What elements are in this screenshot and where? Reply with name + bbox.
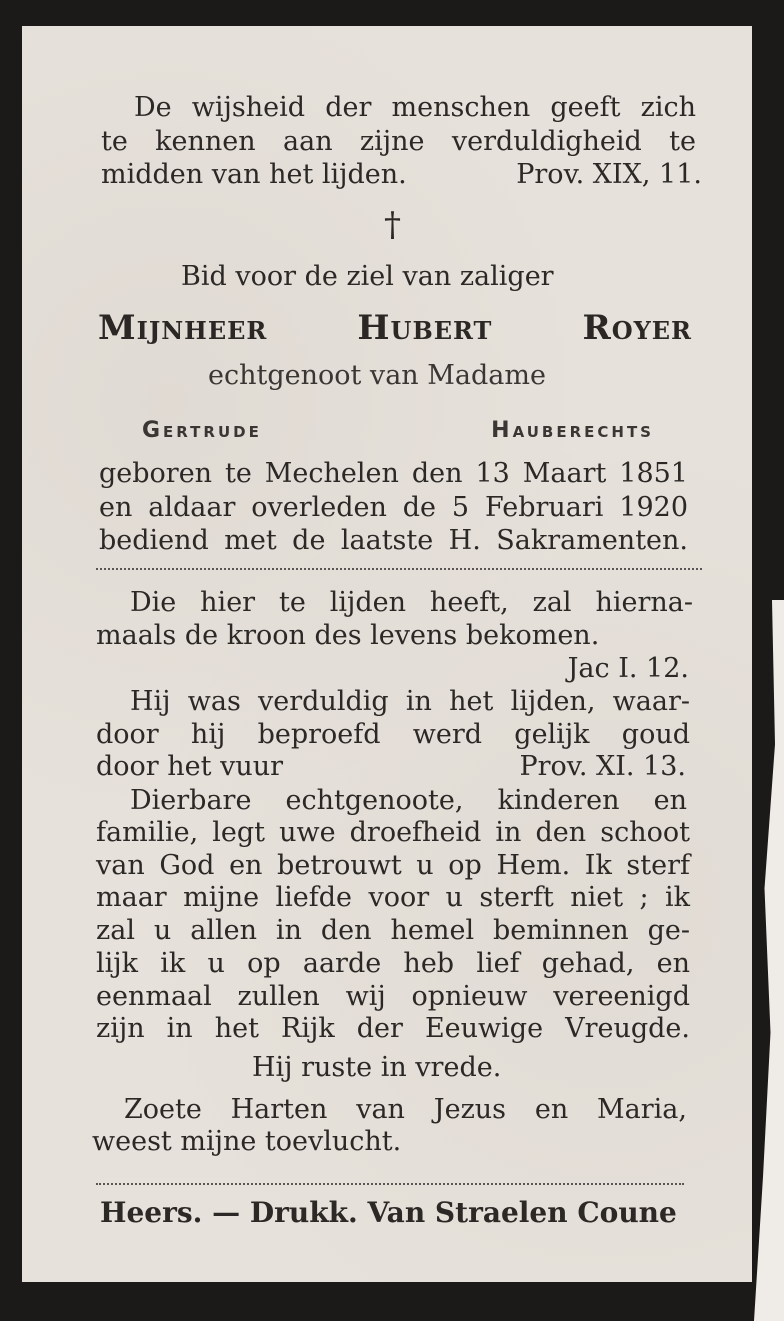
verse-3-line-5: zal u allen in den hemel beminnen ge- — [96, 915, 690, 946]
proverb-line-3 — [101, 159, 702, 191]
hearts-line-2: weest mijne toevlucht. — [92, 1126, 402, 1157]
hearts-line-1: Zoete Harten van Jezus en Maria, — [124, 1094, 687, 1125]
deceased-title: Mijnheer — [98, 308, 268, 348]
verse-2-line-1: Hij was verduldig in het lijden, waar- — [130, 686, 690, 717]
prayer-intro: Bid voor de ziel van zaliger — [181, 261, 554, 292]
verse-1-reference: Jac I. 12. — [567, 653, 689, 684]
birth-line: geboren te Mechelen den 13 Maart 1851 — [99, 458, 688, 489]
divider-bottom — [96, 1183, 684, 1185]
deceased-name — [98, 308, 692, 348]
proverb-line-1: De wijsheid der menschen geeft zich — [134, 92, 696, 123]
verse-3-line-3: van God en betrouwt u op Hem. Ik sterf — [96, 850, 690, 881]
verse-3-line-6: lijk ik u op aarde heb lief gehad, en — [96, 948, 690, 979]
divider-top — [96, 568, 702, 570]
deceased-last-name: Royer — [582, 308, 692, 348]
verse-3-line-7: eenmaal zullen wij opnieuw vereenigd — [96, 981, 690, 1012]
spouse-last-name: Hauberechts — [491, 418, 654, 443]
spouse-first-name: Gertrude — [142, 418, 262, 443]
printer-imprint: Heers. — Drukk. Van Straelen Coune — [100, 1196, 677, 1229]
spouse-intro: echtgenoot van Madame — [208, 360, 546, 391]
verse-1-line-2: maals de kroon des levens bekomen. — [96, 620, 600, 651]
verse-2-reference: Prov. XI. 13. — [519, 751, 686, 782]
verse-3-line-2: familie, legt uwe droefheid in den schoot — [96, 817, 690, 848]
verse-3-line-1: Dierbare echtgenoote, kinderen en — [130, 785, 687, 816]
spouse-name — [142, 418, 654, 444]
deceased-first-name: Hubert — [357, 308, 493, 348]
verse-2-line-3 — [96, 751, 686, 783]
verse-2-line-2: door hij beproefd werd gelijk goud — [96, 719, 690, 750]
verse-2-line-3-text: door het vuur — [96, 751, 284, 782]
verse-3-line-8: zijn in het Rijk der Eeuwige Vreugde. — [96, 1013, 690, 1044]
verse-1-line-1: Die hier te lijden heeft, zal hierna- — [130, 587, 693, 618]
sacraments-line: bediend met de laatste H. Sakramenten. — [99, 525, 688, 556]
verse-3-line-4: maar mijne liefde voor u sterft niet ; ik — [96, 882, 690, 913]
proverb-line-3-text: midden van het lijden. — [101, 159, 407, 190]
cross-icon: † — [384, 205, 401, 245]
death-line: en aldaar overleden de 5 Februari 1920 — [99, 492, 688, 523]
rest-in-peace: Hij ruste in vrede. — [252, 1052, 502, 1083]
proverb-line-2: te kennen aan zijne verduldigheid te — [101, 126, 696, 157]
proverb-reference: Prov. XIX, 11. — [516, 159, 702, 190]
